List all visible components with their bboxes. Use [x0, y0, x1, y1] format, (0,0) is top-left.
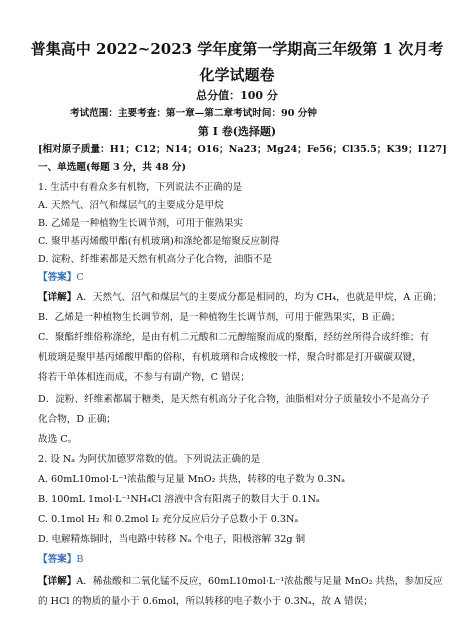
q1-stem: 1. 生活中有着众多有机物，下列说法不正确的是 — [38, 182, 243, 193]
explain-text: A．天然气、沼气和煤层气的主要成分都是相同的，均为 CH₄，也就是甲烷，A 正确； — [76, 292, 443, 303]
q2-answer — [38, 554, 444, 566]
answer-tag: 【答案】 — [38, 272, 77, 283]
explain-tag: 【详解】 — [38, 292, 77, 303]
q1-explain-6: D．淀粉、纤维素都属于糖类，是天然有机高分子化合物，油脂相对分子质量较小不是高分子 — [38, 394, 430, 405]
q1-explain-5: 将若干单体相连而成，不参与有副产物，C 错误； — [38, 372, 250, 383]
q1-option-c: C. 聚甲基丙烯酸甲酯(有机玻璃)和涤纶都是缩聚反应制得 — [38, 236, 280, 247]
q1-option-b: B. 乙烯是一种植物生长调节剂，可用于催熟果实 — [38, 218, 244, 229]
answer-value: C — [76, 272, 84, 283]
q1-option-a: A. 天然气、沼气和煤层气的主要成分是甲烷 — [38, 200, 224, 211]
q1-conclusion: 故选 C。 — [38, 434, 78, 445]
atomic-mass-note: [相对原子质量：H1；C12；N14；O16；Na23；Mg24；Fe56；Cl35.5；K39；I127] — [38, 144, 447, 155]
q1-explain-4: 机玻璃是聚甲基丙烯酸甲酯的俗称，有机玻璃和合成橡胶一样，聚合时都是打开碳碳双键， — [38, 352, 422, 363]
q2-option-a: A. 60mL10mol·L⁻¹浓盐酸与足量 MnO₂ 共热，转移的电子数为 0.3Nₐ — [38, 474, 345, 485]
q2-option-b: B. 100mL 1mol·L⁻¹NH₄Cl 溶液中含有阳离子的数目大于 0.1Nₐ — [38, 494, 320, 505]
q2-explain-1 — [38, 576, 444, 588]
q1-explain-7: 化合物，D 正确； — [38, 414, 116, 425]
q2-explain-2: 的 HCl 的物质的量小于 0.6mol，所以转移的电子数小于 0.3Nₐ，故 A 错误； — [38, 596, 373, 607]
exam-title: 普集高中 2022~2023 学年度第一学期高三年级第 1 次月考 — [30, 40, 444, 58]
q2-option-c: C. 0.1mol H₂ 和 0.2mol I₂ 充分反应后分子总数小于 0.3Nₐ — [38, 514, 299, 525]
q1-answer — [38, 272, 444, 284]
q1-explain-3: C．聚酯纤维俗称涤纶，是由有机二元酸和二元醇缩聚而成的聚酯，经纺丝所得合成纤维；有 — [38, 332, 430, 343]
explain-tag: 【详解】 — [38, 576, 77, 587]
q1-option-d: D. 淀粉、纤维素都是天然有机高分子化合物，油脂不是 — [38, 254, 273, 265]
explain-text: A．稀盐酸和二氧化锰不反应，60mL10mol·L⁻¹浓盐酸与足量 MnO₂ 共热，参加反应 — [76, 576, 443, 587]
exam-subtitle: 化学试题卷 — [199, 66, 275, 84]
answer-tag: 【答案】 — [38, 554, 77, 565]
volume-heading: 第 I 卷(选择题) — [197, 125, 277, 138]
q2-stem: 2. 设 Nₐ 为阿伏加德罗常数的值。下列说法正确的是 — [38, 454, 261, 465]
section-heading: 一、单选题(每题 3 分，共 48 分) — [38, 162, 186, 173]
q1-explain-2: B．乙烯是一种植物生长调节剂，是一种植物生长调节剂，可用于催熟果实，B 正确； — [38, 312, 401, 323]
answer-value: B — [76, 554, 84, 565]
exam-scope: 考试范围：主要考查：第一章—第二章考试时间：90 分钟 — [70, 108, 317, 119]
q2-option-d: D. 电解精炼铜时，当电路中转移 Nₐ 个电子，阳极溶解 32g 铜 — [38, 534, 306, 545]
total-score: 总分值：100 分 — [196, 89, 278, 102]
q1-explain-1 — [38, 292, 444, 304]
